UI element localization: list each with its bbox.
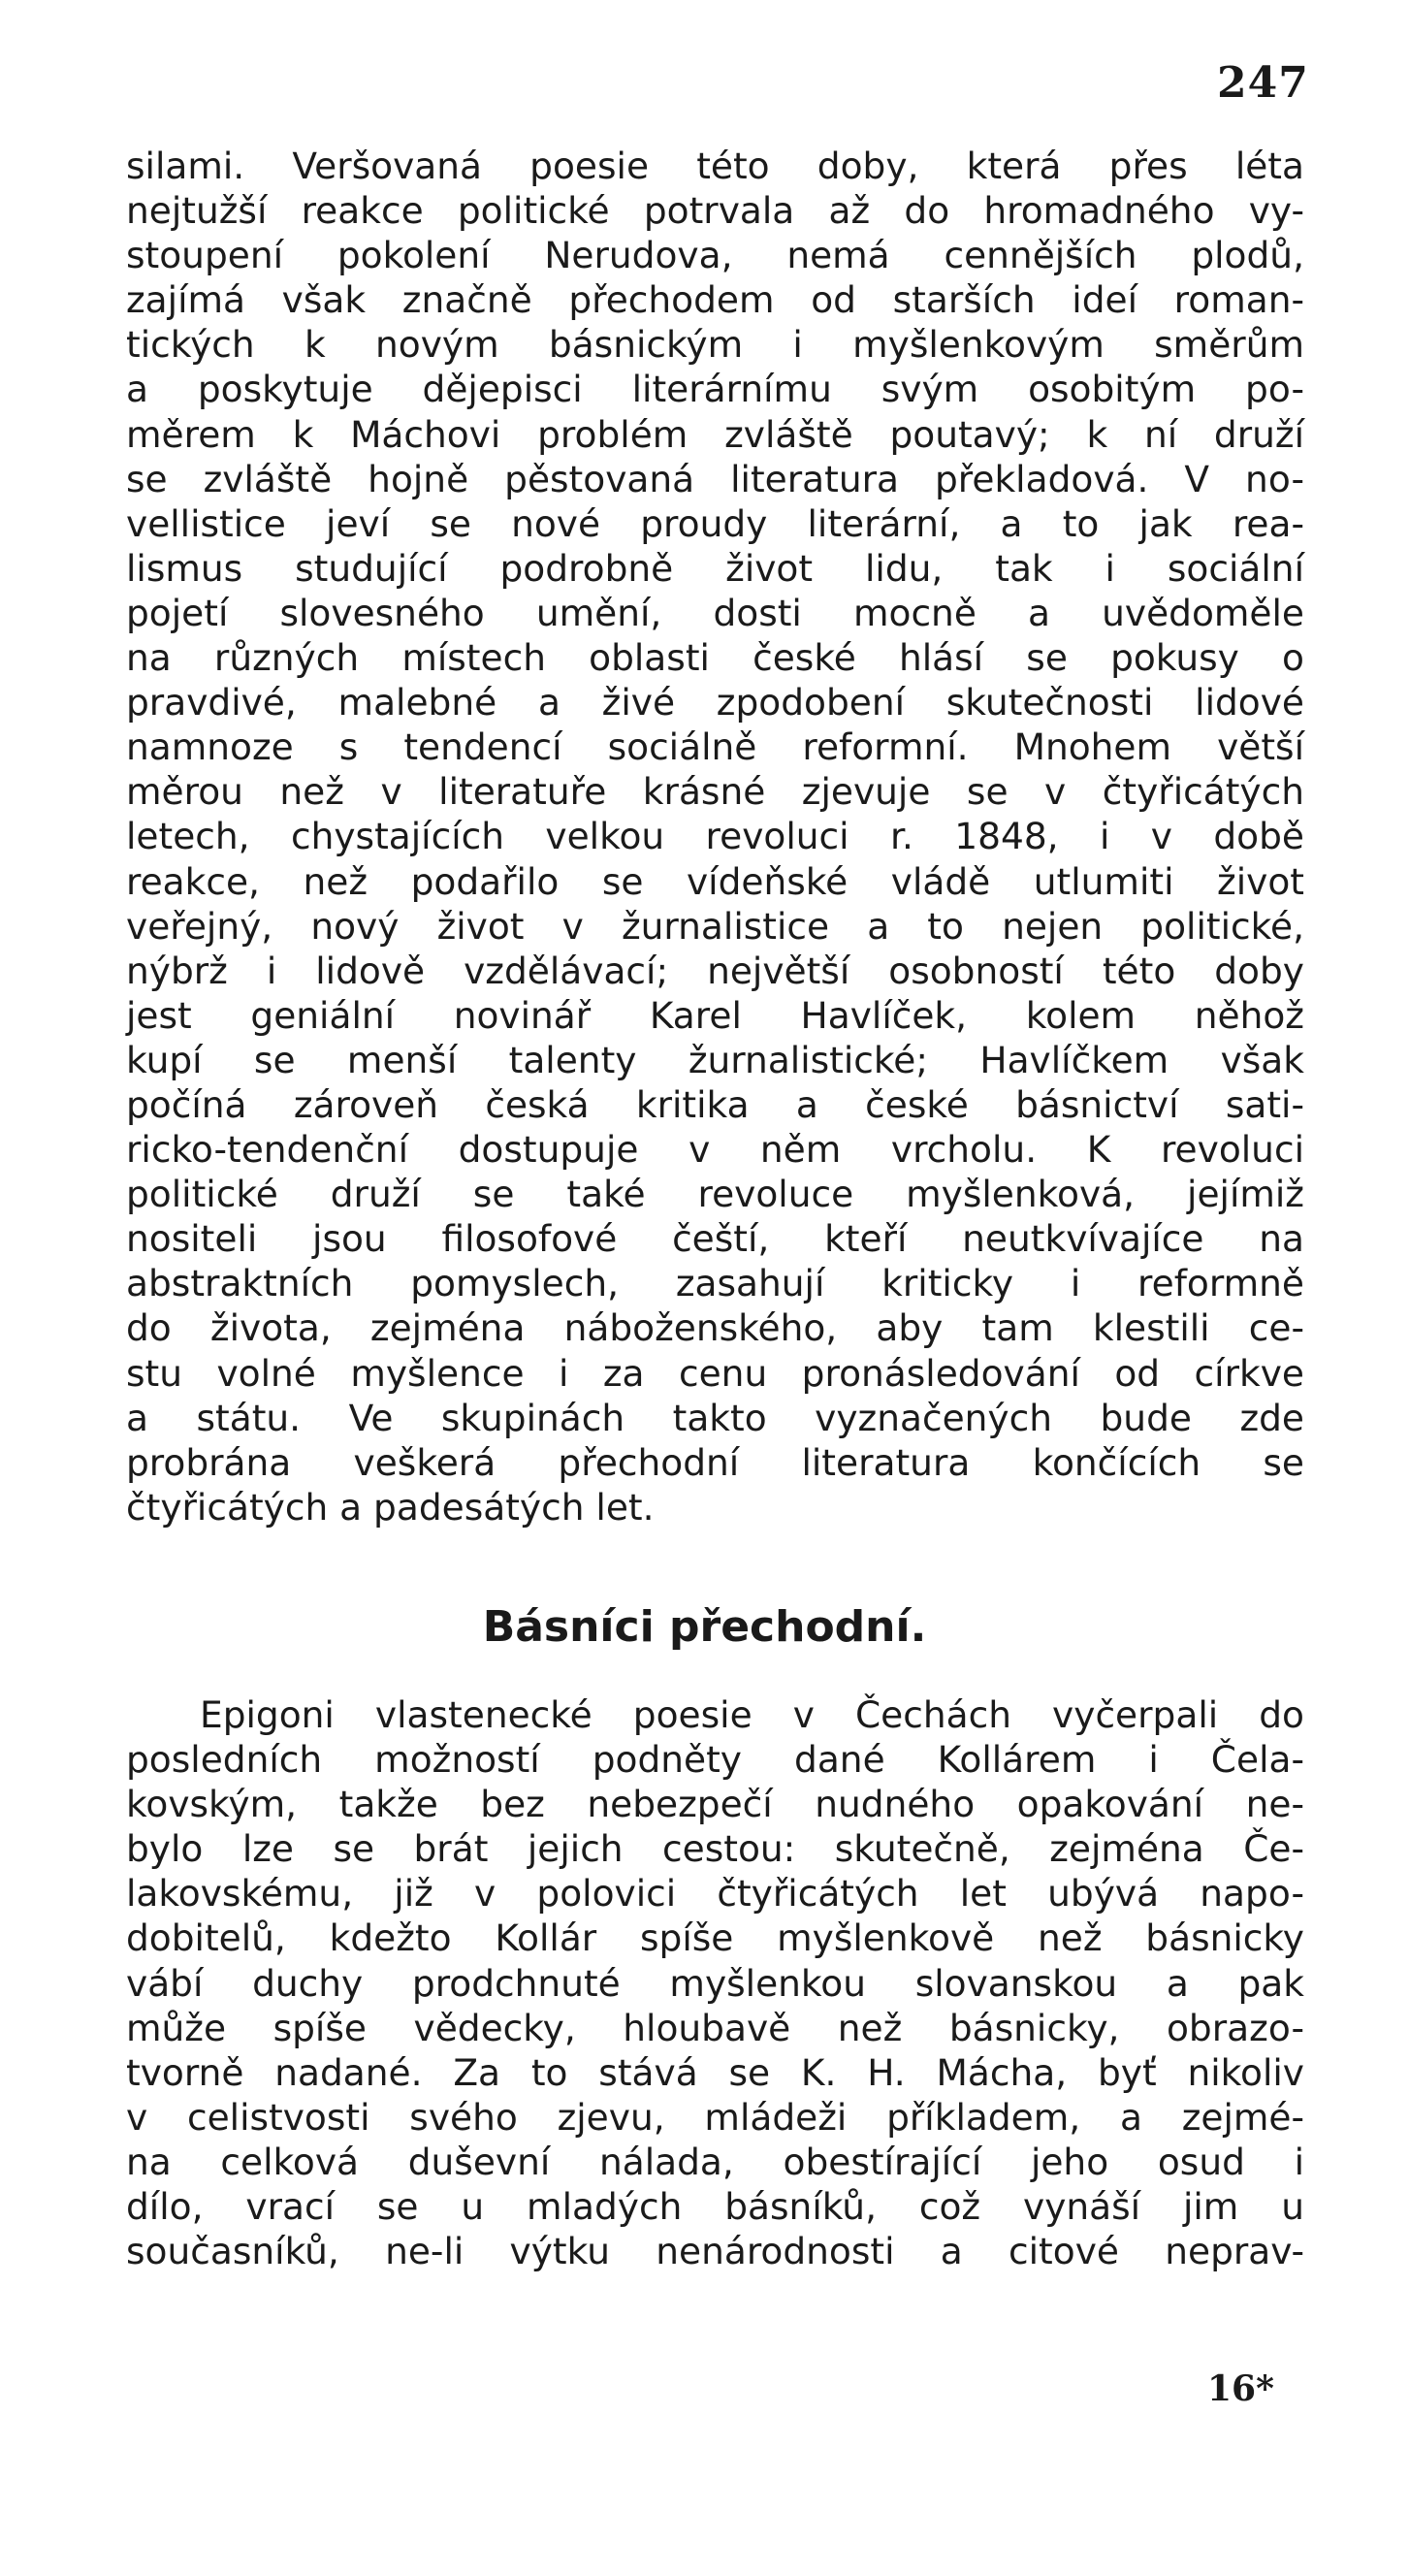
text-line: měrem k Máchovi problém zvláště poutavý; k ní druží (126, 412, 1304, 456)
text-line: vábí duchy prodchnuté myšlenkou slovanskou a pak (126, 1961, 1304, 2005)
text-line: čtyřicátých a padesátých let. (126, 1485, 655, 1529)
text-line: může spíše vědecky, hloubavě než básnicky, obrazo- (126, 2006, 1304, 2049)
page-number: 247 (1217, 58, 1309, 108)
text-line: nýbrž i lidově vzdělávací; největší osobností této doby (126, 949, 1304, 992)
text-line: lakovskému, již v polovici čtyřicátých let ubývá napo- (126, 1872, 1304, 1916)
text-line: a poskytuje dějepisci literárnímu svým osobitým po- (126, 368, 1304, 411)
text-line: kovským, takže bez nebezpečí nudného opakování ne- (126, 1783, 1304, 1826)
paragraph-basnici (126, 1692, 1304, 2273)
text-line: jest geniální novinář Karel Havlíček, kolem něhož (126, 993, 1304, 1037)
text-line: veřejný, nový život v žurnalistice a to nejen politické, (126, 904, 1304, 948)
text-line: Epigoni vlastenecké poesie v Čechách vyčerpali do (200, 1693, 1304, 1736)
text-line: nositeli jsou filosofové čeští, kteří neutkvívajíce na (126, 1217, 1304, 1261)
text-line: probrána veškerá přechodní literatura končících se (126, 1440, 1304, 1484)
text-line: politické druží se také revoluce myšlenková, jejímiž (126, 1173, 1304, 1216)
text-line: letech, chystajících velkou revoluci r. 1848, i v době (126, 815, 1304, 858)
text-line: na různých místech oblasti české hlásí se pokusy o (126, 636, 1304, 680)
text-line: reakce, než podařilo se vídeňské vládě utlumiti život (126, 859, 1304, 903)
text-line: nejtužší reakce politické potrvala až do hromadného vy- (126, 189, 1304, 233)
text-line: dílo, vrací se u mladých básníků, což vynáší jim u (126, 2185, 1304, 2229)
text-line: lismus studující podrobně život lidu, tak i sociální (126, 546, 1304, 590)
text-line: namnoze s tendencí sociálně reformní. Mnohem větší (126, 725, 1304, 769)
text-line: kupí se menší talenty žurnalistické; Havlíčkem však (126, 1038, 1304, 1081)
text-line: měrou než v literatuře krásné zjevuje se v čtyřicátých (126, 770, 1304, 814)
text-line: se zvláště hojně pěstovaná literatura překladová. V no- (126, 457, 1304, 500)
text-line: silami. Veršovaná poesie této doby, která přes léta (126, 145, 1304, 187)
text-line: tvorně nadané. Za to stává se K. H. Mácha, byť nikoliv (126, 2050, 1304, 2094)
text-line: a státu. Ve skupinách takto vyznačených bude zde (126, 1396, 1304, 1439)
text-line: bylo lze se brát jejich cestou: skutečně, zejména Če- (126, 1827, 1304, 1871)
text-line: pojetí slovesného umění, dosti mocně a uvědoměle (126, 591, 1304, 634)
text-line: stoupení pokolení Nerudova, nemá cennějších plodů, (126, 234, 1304, 277)
text-line: pravdivé, malebné a živé zpodobení skutečnosti lidové (126, 681, 1304, 724)
text-line: abstraktních pomyslech, zasahují kriticky i reformně (126, 1262, 1304, 1305)
text-line: tických k novým básnickým i myšlenkovým směrům (126, 323, 1304, 367)
text-line: posledních možností podněty dané Kollárem i Čela- (126, 1738, 1304, 1782)
text-line: v celistvosti svého zjevu, mládeži příkladem, a zejmé- (126, 2095, 1304, 2139)
text-line: vellistice jeví se nové proudy literární, a to jak rea- (126, 501, 1304, 545)
text-line: dobitelů, kdežto Kollár spíše myšlenkově než básnicky (126, 1916, 1304, 1960)
text-line: na celková duševní nálada, obestírající jeho osud i (126, 2140, 1304, 2183)
text-line: ricko-tendenční dostupuje v něm vrcholu. K revoluci (126, 1128, 1304, 1172)
paragraph-intro (126, 144, 1304, 1530)
text-line: zajímá však značně přechodem od starších ideí roman- (126, 278, 1304, 322)
signature-mark: 16* (1207, 2368, 1274, 2409)
text-line: současníků, ne-li výtku nenárodnosti a citové neprav- (126, 2230, 1304, 2273)
section-heading: Básníci přechodní. (482, 1602, 927, 1652)
text-line: stu volné myšlence i za cenu pronásledování od církve (126, 1351, 1304, 1395)
text-line: do života, zejména náboženského, aby tam klestili ce- (126, 1306, 1304, 1350)
text-line: počíná zároveň česká kritika a české básnictví sati- (126, 1082, 1304, 1126)
